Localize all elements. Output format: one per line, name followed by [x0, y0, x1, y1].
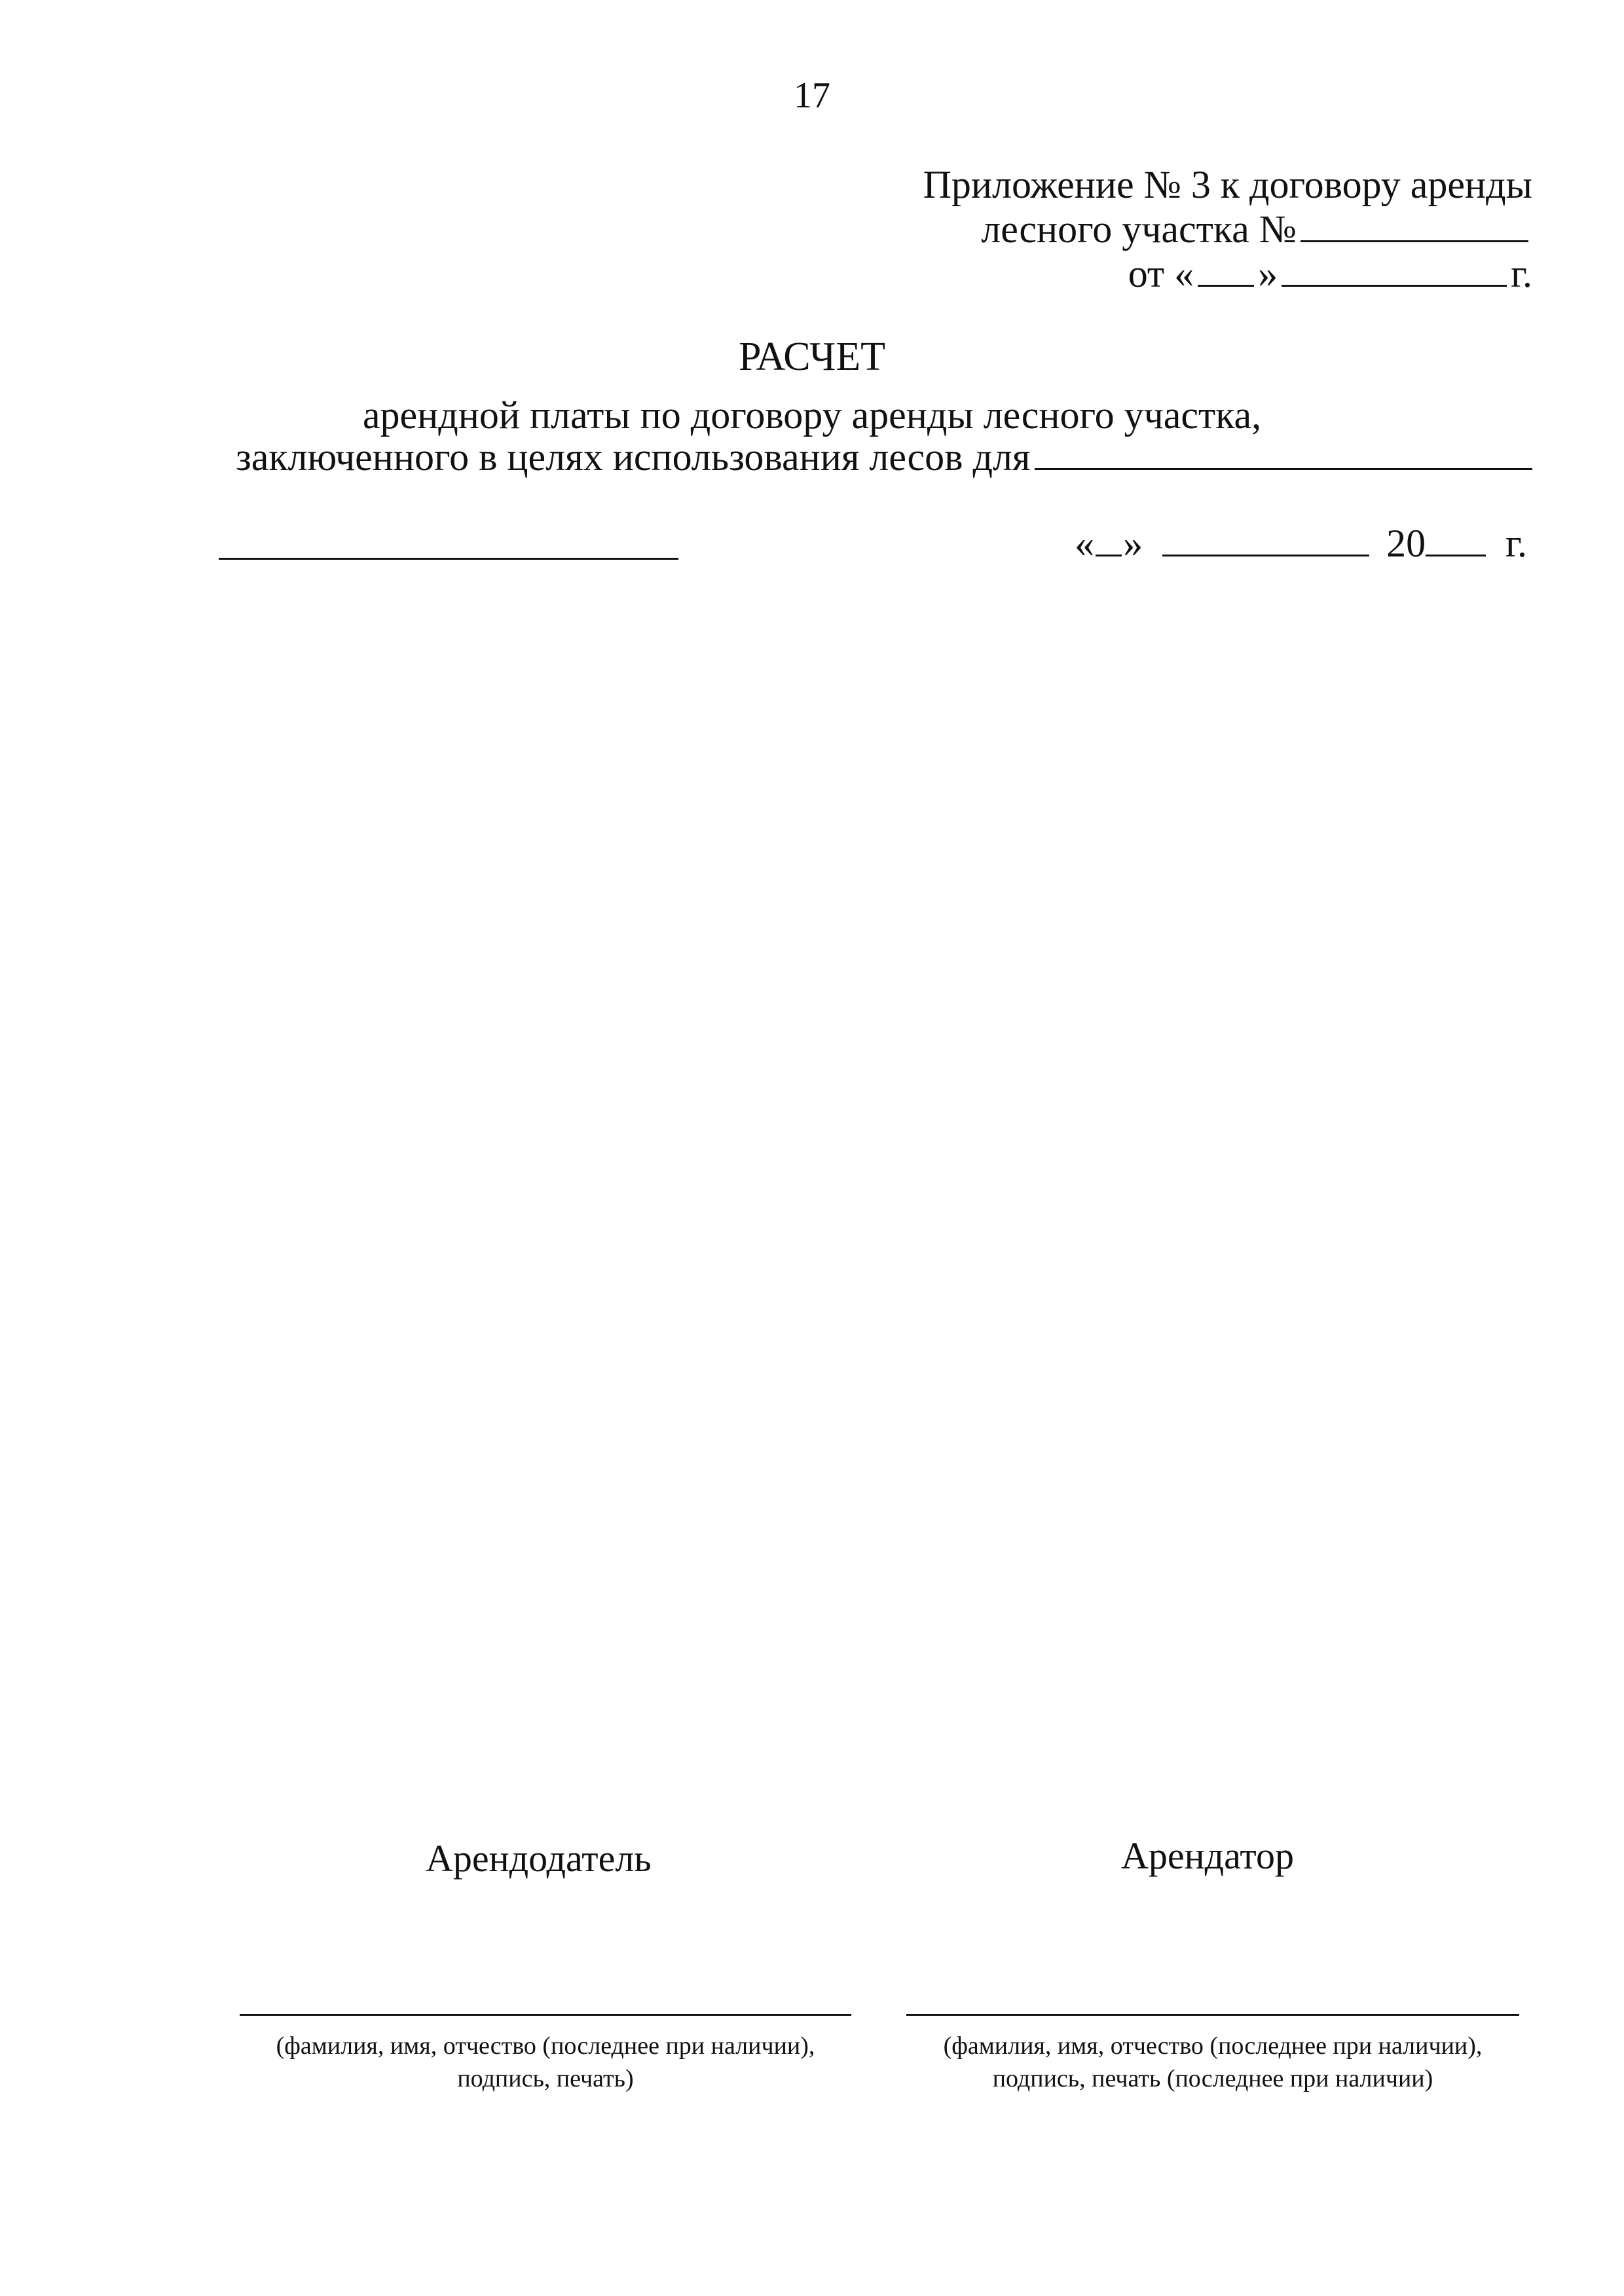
- contract-day-blank[interactable]: [1198, 285, 1254, 287]
- lessee-signature-line[interactable]: [906, 2014, 1519, 2016]
- lessee-signature-caption: [906, 2030, 1519, 2095]
- lessee-caption-line-1: (фамилия, имя, отчество (последнее при наличии),: [943, 2032, 1483, 2060]
- date-year-suffix: г.: [1505, 522, 1527, 565]
- lessee-label: Арендатор: [1121, 1834, 1295, 1877]
- date-row: [1075, 524, 1527, 563]
- place-blank[interactable]: [219, 558, 678, 560]
- date-year-prefix: 20: [1386, 522, 1426, 565]
- annex-line-2-prefix: лесного участка №: [981, 208, 1297, 251]
- annex-line-3-suffix: г.: [1511, 252, 1532, 295]
- lessor-signature-line[interactable]: [240, 2014, 851, 2016]
- date-year-blank[interactable]: [1426, 555, 1486, 556]
- annex-line-1: Приложение № 3 к договору аренды: [923, 163, 1532, 206]
- annex-line-3-prefix: от «: [1128, 252, 1194, 295]
- document-subtitle-2-text: заключенного в целях использования лесов для: [236, 435, 1031, 479]
- date-open-quote: «: [1075, 522, 1095, 565]
- contract-month-blank[interactable]: [1282, 285, 1507, 287]
- date-month-blank[interactable]: [1162, 555, 1369, 556]
- annex-line-3-mid: »: [1258, 252, 1278, 295]
- lessee-caption-line-2: подпись, печать (последнее при наличии): [992, 2065, 1433, 2092]
- date-close-quote: »: [1123, 522, 1143, 565]
- annex-contract-number: [981, 210, 1532, 249]
- document-subtitle-2: [236, 437, 1536, 477]
- annex-contract-date: [1128, 254, 1532, 293]
- purpose-blank[interactable]: [1035, 468, 1532, 470]
- page-number: 17: [794, 75, 830, 116]
- date-day-blank[interactable]: [1096, 555, 1122, 556]
- lessor-caption-line-2: подпись, печать): [457, 2065, 634, 2092]
- lessor-caption-line-1: (фамилия, имя, отчество (последнее при наличии),: [276, 2032, 815, 2060]
- lessor-label: Арендодатель: [426, 1837, 652, 1880]
- document-title: РАСЧЕТ: [738, 335, 886, 379]
- document-subtitle-1: арендной платы по договору аренды лесного участка,: [362, 393, 1262, 437]
- lessor-signature-caption: [240, 2030, 851, 2095]
- contract-number-blank[interactable]: [1301, 240, 1528, 242]
- annex-title: [923, 165, 1532, 204]
